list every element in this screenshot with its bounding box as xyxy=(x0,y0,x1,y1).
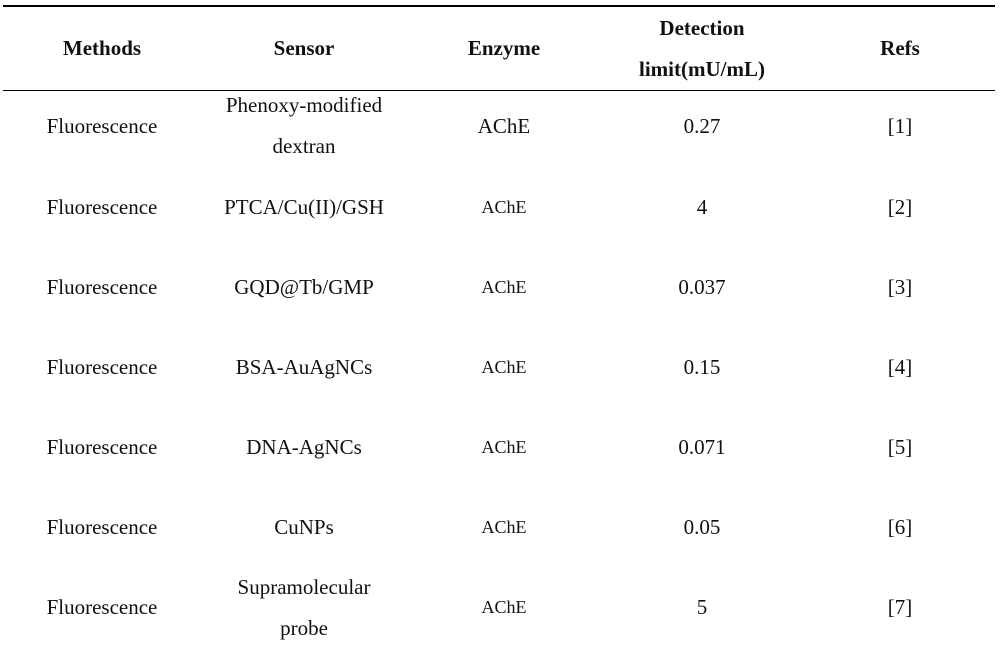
cell-sensor: PTCA/Cu(II)/GSH xyxy=(224,194,384,219)
cell-sensor: DNA-AgNCs xyxy=(246,434,362,459)
cell-sensor xyxy=(204,567,404,648)
cell-sensor: GQD@Tb/GMP xyxy=(234,274,374,299)
cell-method: Fluorescence xyxy=(46,194,158,219)
cell-limit: 0.071 xyxy=(678,434,726,459)
header-detection-line2: limit(mU/mL) xyxy=(639,56,765,81)
cell-limit: 0.05 xyxy=(683,514,721,539)
cell-limit: 0.27 xyxy=(683,113,721,138)
sensor-line2: probe xyxy=(280,615,328,640)
header-detection-limit xyxy=(604,7,800,90)
header-methods: Methods xyxy=(62,36,142,60)
cell-enzyme: AChE xyxy=(477,113,531,138)
cell-ref: [6] xyxy=(887,514,913,539)
cell-ref: [7] xyxy=(887,595,913,619)
cell-enzyme: AChE xyxy=(481,196,527,217)
sensor-line1: Phenoxy-modified xyxy=(225,93,383,117)
cell-ref: [4] xyxy=(887,354,913,379)
cell-sensor: CuNPs xyxy=(274,514,334,539)
cell-method: Fluorescence xyxy=(46,514,158,539)
header-refs: Refs xyxy=(880,36,920,60)
cell-sensor xyxy=(204,85,404,167)
cell-limit: 4 xyxy=(696,194,708,219)
header-sensor: Sensor xyxy=(273,36,335,60)
sensor-line2: dextran xyxy=(272,134,336,158)
cell-enzyme: AChE xyxy=(481,597,527,617)
sensor-line1: Supramolecular xyxy=(237,574,371,599)
cell-limit: 0.037 xyxy=(678,274,726,299)
header-detection-line1: Detection xyxy=(659,15,745,40)
cell-method: Fluorescence xyxy=(46,595,158,619)
cell-sensor: BSA-AuAgNCs xyxy=(235,354,373,379)
cell-enzyme: AChE xyxy=(481,276,527,297)
cell-ref: [2] xyxy=(887,194,913,219)
cell-method: Fluorescence xyxy=(46,434,158,459)
cell-limit: 0.15 xyxy=(683,354,721,379)
cell-ref: [3] xyxy=(887,274,913,299)
cell-method: Fluorescence xyxy=(46,354,158,379)
header-enzyme: Enzyme xyxy=(467,36,541,60)
cell-enzyme: AChE xyxy=(481,516,527,537)
cell-ref: [1] xyxy=(887,113,913,138)
cell-method: Fluorescence xyxy=(46,113,158,138)
cell-limit: 5 xyxy=(696,595,708,619)
cell-enzyme: AChE xyxy=(481,356,527,377)
cell-enzyme: AChE xyxy=(481,436,527,457)
cell-method: Fluorescence xyxy=(46,274,158,299)
cell-ref: [5] xyxy=(887,434,913,459)
